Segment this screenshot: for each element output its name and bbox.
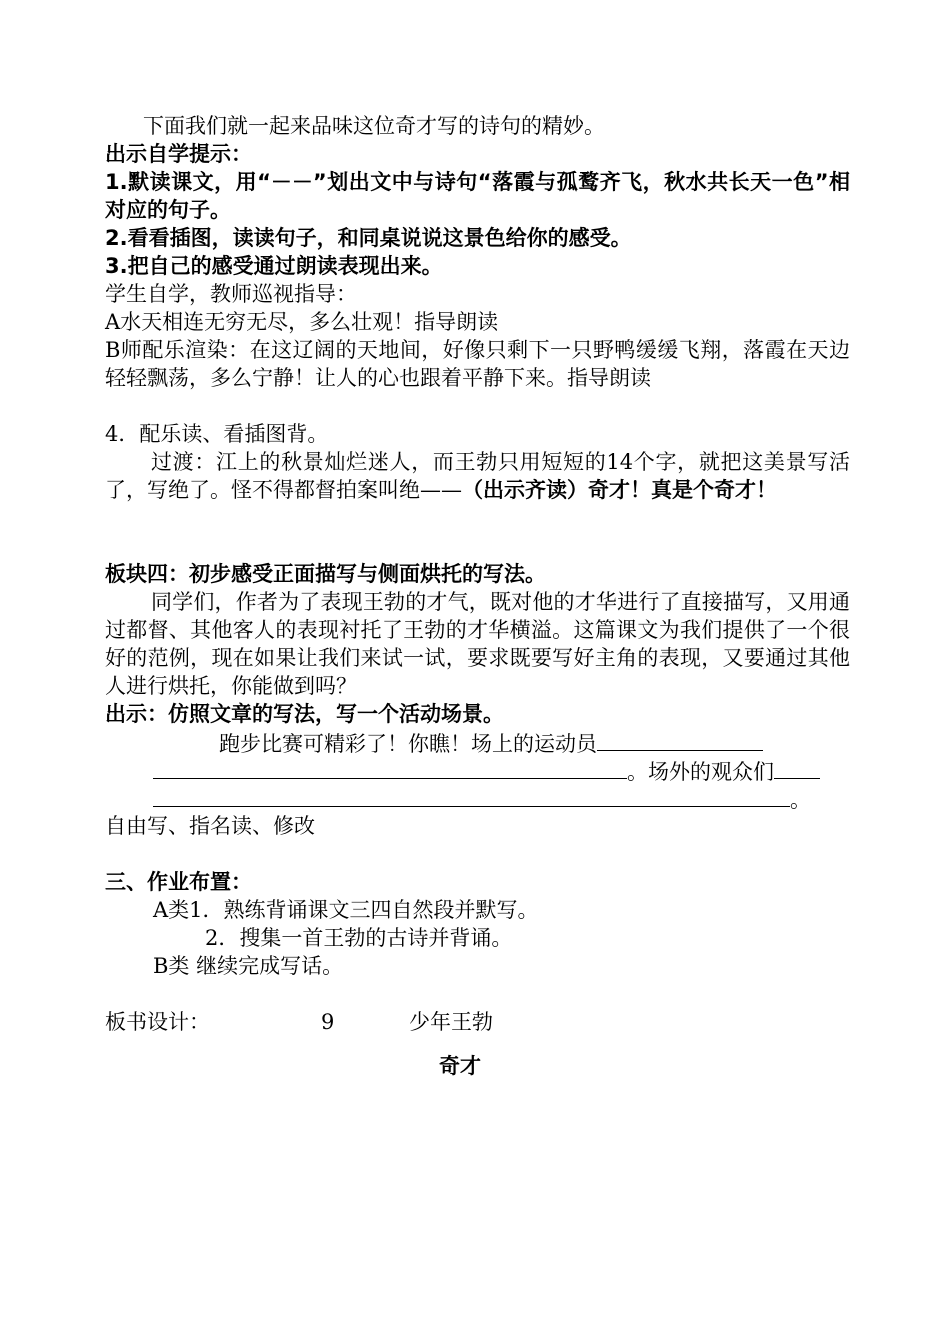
free-writing: 自由写、指名读、修改 (105, 814, 315, 838)
blank-line-4[interactable] (153, 784, 790, 807)
point-a: A水天相连无穷无尽，多么壮观！指导朗读 (105, 310, 499, 334)
spacer (105, 980, 850, 1008)
transition-text: 过渡：江上的秋景灿烂迷人，而王勃只用短短的14个字，就把这美景写活了，写绝了。怪不得都督拍案叫绝—— (105, 450, 850, 502)
lesson-number: 9 (321, 1010, 335, 1034)
section-4-heading: 板块四：初步感受正面描写与侧面烘托的写法。 (105, 562, 546, 586)
lesson-title: 少年王勃 (409, 1010, 493, 1034)
blank-line-3[interactable] (774, 756, 820, 779)
step-1: 1.默读课文，用“－－”划出文中与诗句“落霞与孤鹜齐飞，秋水共长天一色”相对应的句子。 (105, 170, 850, 222)
homework-a1: A类1．熟练背诵课文三四自然段并默写。 (153, 898, 539, 922)
blank-line-1[interactable] (597, 728, 763, 751)
point-b: B师配乐渲染：在这辽阔的天地间，好像只剩下一只野鸭缓缓飞翔，落霞在天边轻轻飘荡，多么宁静！让人的心也跟着平静下来。指导朗读 (105, 338, 850, 390)
exercise-line-3 (105, 784, 850, 812)
homework-b: B类 继续完成写话。 (153, 954, 344, 978)
spacer (105, 1036, 850, 1052)
end-mark: 。 (790, 788, 811, 812)
board-keyword: 奇才 (439, 1054, 481, 1078)
board-design-label: 板书设计： (105, 1010, 210, 1034)
step-4: 4．配乐读、看插图背。 (105, 422, 329, 446)
transition-paragraph (105, 448, 850, 532)
transition-emphasis: （出示齐读）奇才！真是个奇才！ (462, 478, 777, 502)
intro-line (105, 112, 850, 140)
exercise-line-1 (105, 728, 850, 756)
exercise-line-2 (105, 756, 850, 784)
exercise-prompt: 跑步比赛可精彩了！你瞧！场上的运动员 (219, 732, 597, 756)
exercise-heading: 出示：仿照文章的写法，写一个活动场景。 (105, 702, 504, 726)
homework-heading: 三、作业布置： (105, 870, 252, 894)
board-design-line (105, 1008, 850, 1036)
document-page (105, 112, 850, 1080)
audience-prompt: 。场外的观众们 (627, 760, 774, 784)
intro-text: 下面我们就一起来品味这位奇才写的诗句的精妙。 (143, 114, 605, 138)
self-study-heading: 出示自学提示： (105, 142, 252, 166)
section-4-paragraph: 同学们，作者为了表现王勃的才气，既对他的才华进行了直接描写，又用通过都督、其他客人的表现衬托了王勃的才华横溢。这篇课文为我们提供了一个很好的范例，现在如果让我们来试一试，要求既要写好主角的表现，又要通过其他人进行烘托，你能做到吗？ (105, 590, 850, 698)
step-2: 2.看看插图，读读句子，和同桌说说这景色给你的感受。 (105, 226, 632, 250)
student-self-study: 学生自学，教师巡视指导： (105, 282, 357, 306)
spacer (105, 840, 850, 868)
spacer (105, 532, 850, 560)
homework-a2: 2．搜集一首王勃的古诗并背诵。 (205, 926, 513, 950)
blank-line-2[interactable] (153, 756, 627, 779)
step-3: 3.把自己的感受通过朗读表现出来。 (105, 254, 443, 278)
